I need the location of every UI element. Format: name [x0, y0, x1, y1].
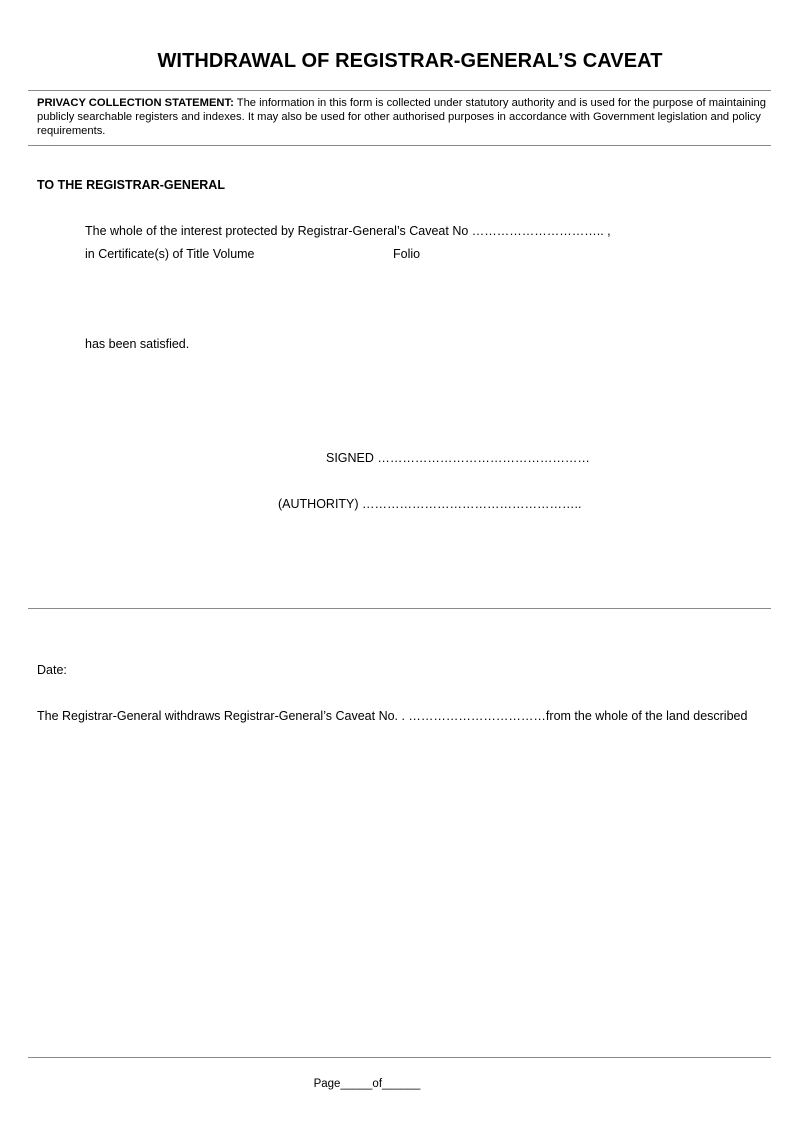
page-number-footer: Page_____of______	[313, 1078, 421, 1090]
divider-bottom	[28, 1057, 771, 1058]
satisfied-text: has been satisfied.	[85, 337, 190, 351]
divider-privacy	[28, 145, 771, 146]
certificate-volume-label: in Certificate(s) of Title Volume	[85, 247, 255, 261]
divider-top	[28, 90, 771, 91]
privacy-statement-text: The information in this form is collected under statutory authority and is used for the purpose of maintaining publicly searchable registers and indexes. It may also be used for other authorised purposes in accordance with Government legislation and policy requirements.	[37, 97, 766, 137]
page-title: WITHDRAWAL OF REGISTRAR-GENERAL’S CAVEAT	[157, 50, 663, 72]
addressee-heading: TO THE REGISTRAR-GENERAL	[37, 178, 225, 192]
privacy-statement-lead: PRIVACY COLLECTION STATEMENT:	[37, 97, 234, 109]
divider-middle	[28, 608, 771, 609]
signed-line: SIGNED ……………………………………………	[326, 451, 590, 465]
withdraw-statement: The Registrar-General withdraws Registrar-General’s Caveat No. . ……………………………from the whole of the land described	[37, 709, 748, 723]
authority-line: (AUTHORITY) ……………………………………………..	[278, 497, 582, 511]
caveat-interest-line: The whole of the interest protected by Registrar-General’s Caveat No ………………………….. ,	[85, 224, 611, 238]
date-label: Date:	[37, 663, 67, 677]
certificate-folio-label: Folio	[393, 247, 421, 261]
privacy-statement	[37, 96, 777, 138]
